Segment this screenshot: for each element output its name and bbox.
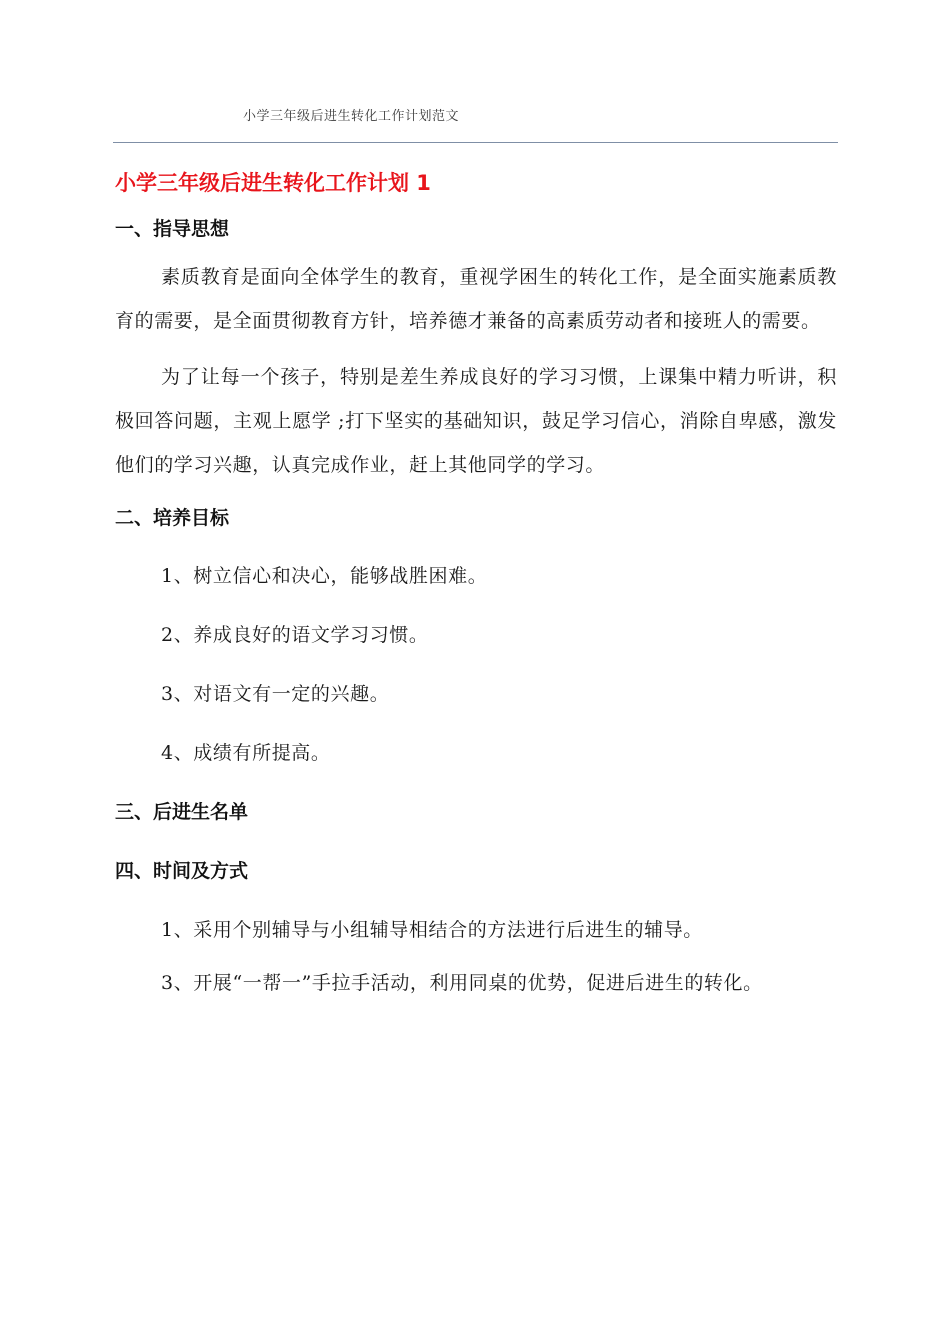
header-divider [113,142,838,143]
section-heading-training-goals: 二、培养目标 [115,507,230,529]
goal-item-1: 1、树立信心和决心，能够战胜困难。 [161,565,488,587]
section-heading-time-and-method: 四、时间及方式 [115,860,249,882]
section-heading-student-list: 三、后进生名单 [115,801,249,823]
section-heading-guiding-ideology: 一、指导思想 [115,218,230,240]
running-header: 小学三年级后进生转化工作计划范文 [243,109,460,124]
paragraph-quality-education: 素质教育是面向全体学生的教育，重视学困生的转化工作，是全面实施素质教育的需要，是全面贯彻教育方针，培养德才兼备的高素质劳动者和接班人的需要。 [115,266,837,332]
goal-item-4: 4、成绩有所提高。 [161,742,331,764]
method-item-3: 3、开展“一帮一”手拉手活动，利用同桌的优势，促进后进生的转化。 [161,972,763,994]
document-title: 小学三年级后进生转化工作计划 1 [115,171,431,195]
document-body [115,168,837,1006]
method-item-1: 1、采用个别辅导与小组辅导相结合的方法进行后进生的辅导。 [161,919,703,941]
goal-item-3: 3、对语文有一定的兴趣。 [161,683,390,705]
paragraph-goals-for-children: 为了让每一个孩子，特别是差生养成良好的学习习惯，上课集中精力听讲，积极回答问题，主观上愿学 ;打下坚实的基础知识，鼓足学习信心，消除自卑感，激发他们的学习兴趣，认真完成作业，赶上其他同学的学习。 [115,366,837,476]
goal-item-2: 2、养成良好的语文学习习惯。 [161,624,429,646]
